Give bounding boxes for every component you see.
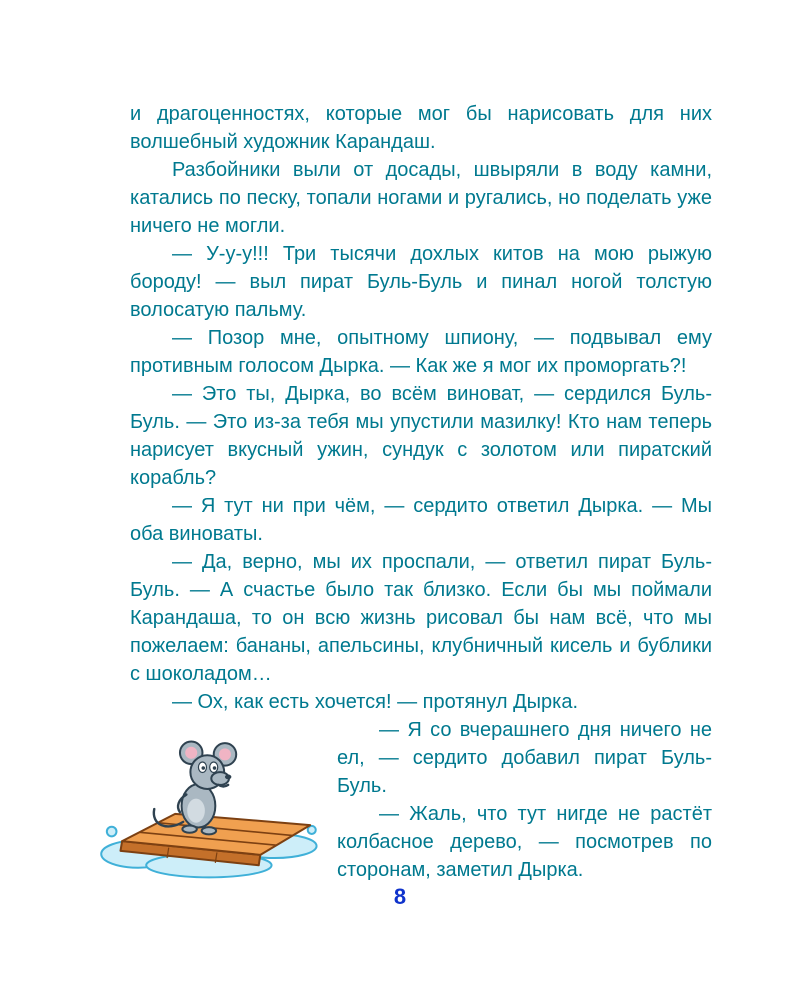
paragraph: — Я тут ни при чём, — сердито ответил Дырка. — Мы оба виноваты. [130,495,712,545]
mouse-on-raft-drawing [98,720,323,882]
paragraph: Разбойники выли от досады, швыряли в воду камни, катались по песку, топали ногами и ругались, но поделать уже ничего не могли. [130,159,712,237]
mouse-on-raft-illustration [98,720,323,882]
paragraph: — Да, верно, мы их проспали, — ответил пират Буль-Буль. — А счастье было так близко. Если бы мы поймали Карандаша, то он всю жизнь рисовал бы нам всё, что мы пожелаем: бананы, апельсины, клубничный кисель и бублики с шоколадом… [130,551,712,685]
paragraph: и драгоценностях, которые мог бы нарисовать для них волшебный художник Карандаш. [130,103,712,153]
story-text [130,100,712,884]
paragraph: — Ох, как есть хочется! — протянул Дырка. [172,691,579,713]
paragraph: — Это ты, Дырка, во всём виноват, — сердился Буль-Буль. — Это из-за тебя мы упустили мазилку! Кто нам теперь нарисует вкусный ужин, сундук с золотом или пиратский корабль? [130,383,712,489]
paragraph: — Позор мне, опытному шпиону, — подвывал ему противным голосом Дырка. — Как же я мог их проморгать?! [130,327,712,377]
paragraph: — Жаль, что тут нигде не растёт колбасное дерево, — посмотрев по сторонам, заметил Дырка. [337,803,712,881]
page-number: 8 [393,884,407,909]
paragraph: — Я со вчерашнего дня ничего не ел, — сердито добавил пират Буль-Буль. [337,719,712,797]
paragraph: — У-у-у!!! Три тысячи дохлых китов на мою рыжую бороду! — выл пират Буль-Буль и пинал ногой толстую волосатую пальму. [130,243,712,321]
